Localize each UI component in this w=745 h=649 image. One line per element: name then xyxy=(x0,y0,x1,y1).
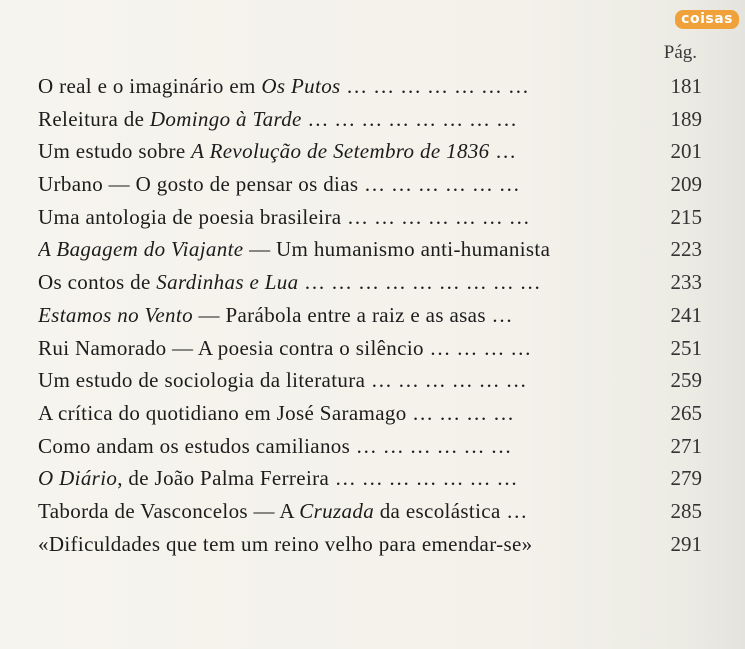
toc-entry-title xyxy=(38,368,638,393)
toc-entry xyxy=(38,107,702,140)
toc-entry-page-number: 271 xyxy=(670,433,702,458)
page-column-heading: Pág. xyxy=(663,42,697,63)
toc-entry-page-number: 201 xyxy=(670,139,702,164)
toc-entry-page-number: 291 xyxy=(670,531,702,556)
toc-title-segment: Os contos de xyxy=(38,270,157,295)
toc-entry-page-number: 265 xyxy=(670,400,702,425)
toc-entry xyxy=(38,172,702,205)
toc-entry-page-number: 215 xyxy=(670,204,702,229)
toc-entry-title xyxy=(38,466,638,491)
watermark-logo: coisas xyxy=(675,10,739,29)
toc-title-segment: Releitura de xyxy=(38,106,150,131)
toc-entry xyxy=(38,368,702,401)
toc-title-segment: Como andam os estudos camilianos … … … … … … xyxy=(38,433,512,458)
toc-title-italic-segment: O Diário xyxy=(38,466,118,491)
toc-title-segment: Um estudo de sociologia da literatura … … … … … … xyxy=(38,368,527,393)
toc-entry xyxy=(38,532,702,565)
toc-entry-page-number: 189 xyxy=(670,106,702,131)
toc-entry xyxy=(38,401,702,434)
toc-entry xyxy=(38,466,702,499)
toc-entry xyxy=(38,205,702,238)
toc-entry-page-number: 285 xyxy=(670,498,702,523)
toc-title-italic-segment: A Bagagem do Viajante xyxy=(38,237,244,262)
toc-title-segment: , de João Palma Ferreira … … … … … … … xyxy=(117,466,518,491)
toc-title-segment: Um estudo sobre xyxy=(38,139,192,164)
toc-entry-title xyxy=(38,107,638,132)
toc-title-segment: A crítica do quotidiano em José Saramago … … … … xyxy=(38,400,515,425)
toc-title-segment: … … … … … … … xyxy=(340,74,530,98)
toc-title-segment: … … … … … … … … … xyxy=(298,270,542,295)
toc-entry-title xyxy=(38,303,638,328)
toc-title-segment: Urbano — O gosto de pensar os dias … … … … … … xyxy=(38,172,521,197)
toc-entry xyxy=(38,434,702,467)
toc-title-segment: — Parábola entre a raiz e as asas … xyxy=(192,302,513,327)
toc-title-italic-segment: A Revolução de Setembro de 1836 xyxy=(191,139,490,164)
toc-entry-page-number: 223 xyxy=(670,237,702,262)
toc-entry xyxy=(38,303,702,336)
toc-title-segment: Uma antologia de poesia brasileira … … … … … … … xyxy=(38,204,531,229)
toc-entry-page-number: 259 xyxy=(670,368,702,393)
toc-title-italic-segment: Os Putos xyxy=(261,74,341,98)
toc-entry-title xyxy=(38,74,638,99)
toc-entry-page-number: 279 xyxy=(670,466,702,491)
toc-entry-page-number: 209 xyxy=(670,172,702,197)
toc-entry-title xyxy=(38,172,638,197)
toc-title-segment: Rui Namorado — A poesia contra o silêncio … … … … xyxy=(38,335,532,360)
toc-entry xyxy=(38,74,702,107)
toc-entry-title xyxy=(38,237,638,262)
toc-entry xyxy=(38,139,702,172)
toc-title-segment: … … … … … … … … xyxy=(301,106,518,131)
toc-entry-title xyxy=(38,499,638,524)
toc-entry-title xyxy=(38,139,638,164)
toc-entry-page-number: 233 xyxy=(670,270,702,295)
toc-entry-title xyxy=(38,434,638,459)
toc-title-segment: O real e o imaginário em xyxy=(38,74,262,98)
toc-entry-page-number: 251 xyxy=(670,335,702,360)
toc-title-segment: Taborda de Vasconcelos — A xyxy=(38,498,300,523)
toc-entry-title xyxy=(38,336,638,361)
toc-entry-title xyxy=(38,205,638,230)
toc-entry xyxy=(38,499,702,532)
toc-title-italic-segment: Domingo à Tarde xyxy=(149,106,302,131)
toc-entry-title xyxy=(38,270,638,295)
toc-entry-title xyxy=(38,532,638,557)
toc-entry-page-number: 241 xyxy=(670,302,702,327)
toc-title-segment: — Um humanismo anti-humanista xyxy=(243,237,551,262)
toc-title-segment: «Dificuldades que tem um reino velho para emendar-se» xyxy=(38,531,533,556)
toc-title-italic-segment: Cruzada xyxy=(299,498,375,523)
toc-entry xyxy=(38,270,702,303)
toc-entry xyxy=(38,336,702,369)
toc-title-italic-segment: Estamos no Vento xyxy=(38,302,193,327)
table-of-contents xyxy=(38,74,702,564)
toc-entry-page-number: 181 xyxy=(670,74,702,98)
toc-entry xyxy=(38,237,702,270)
toc-title-segment: da escolástica … xyxy=(374,498,528,523)
toc-title-italic-segment: Sardinhas e Lua xyxy=(156,270,299,295)
toc-title-segment: … xyxy=(489,139,517,164)
toc-entry-title xyxy=(38,401,638,426)
